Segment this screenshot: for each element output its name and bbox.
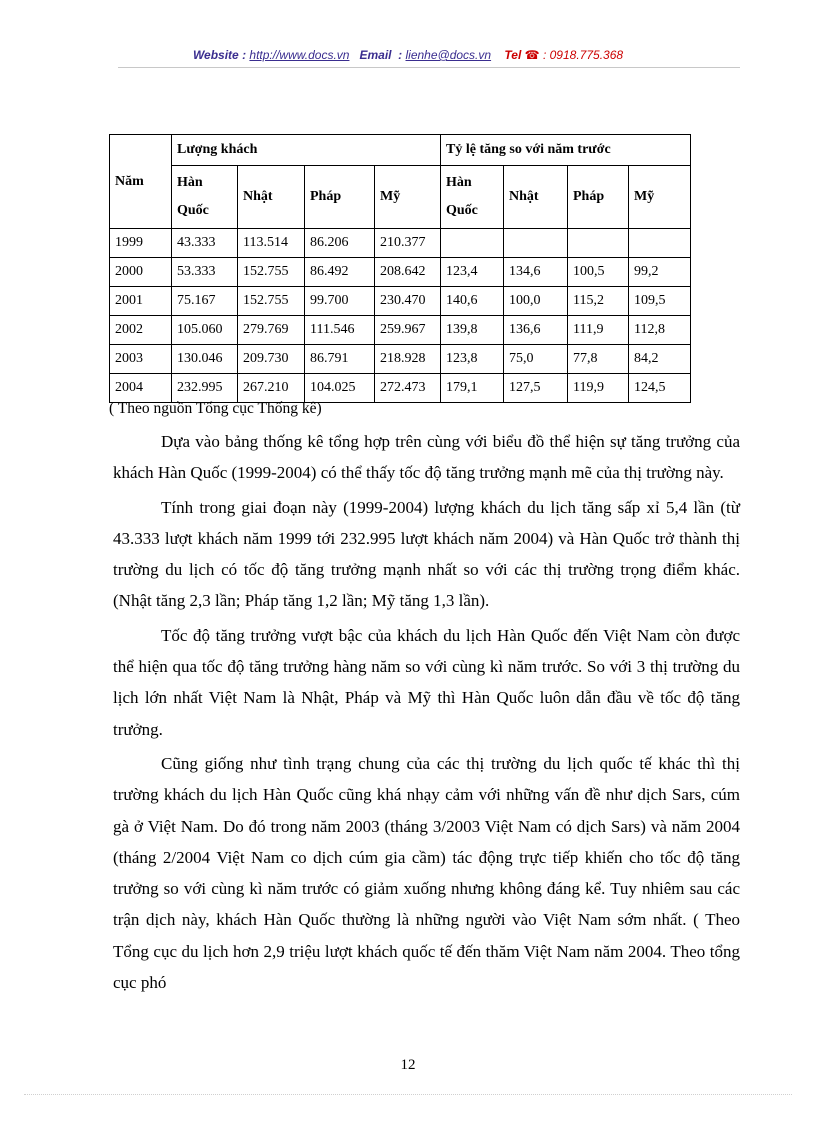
website-label: Website : xyxy=(192,48,247,62)
col-header-korea: Hàn Quốc xyxy=(172,166,238,229)
growth-cell xyxy=(629,229,691,258)
growth-cell: 123,4 xyxy=(441,258,504,287)
visitors-cell: 99.700 xyxy=(305,287,375,316)
visitors-cell: 272.473 xyxy=(375,374,441,403)
header-divider xyxy=(118,67,740,68)
table-row xyxy=(110,287,691,316)
visitors-cell: 43.333 xyxy=(172,229,238,258)
source-note: ( Theo nguồn Tổng cục Thống kê) xyxy=(109,400,322,417)
table-row xyxy=(110,374,691,403)
growth-cell: 179,1 xyxy=(441,374,504,403)
table-row xyxy=(110,316,691,345)
growth-cell: 123,8 xyxy=(441,345,504,374)
visitor-stats-table xyxy=(109,134,691,403)
growth-cell: 140,6 xyxy=(441,287,504,316)
visitors-cell: 232.995 xyxy=(172,374,238,403)
visitors-cell: 208.642 xyxy=(375,258,441,287)
visitors-cell: 75.167 xyxy=(172,287,238,316)
growth-cell: 136,6 xyxy=(504,316,568,345)
visitors-cell: 86.791 xyxy=(305,345,375,374)
growth-cell: 109,5 xyxy=(629,287,691,316)
growth-cell xyxy=(504,229,568,258)
footer-divider xyxy=(24,1094,792,1095)
email-label: Email xyxy=(359,48,392,62)
growth-group-header: Tỷ lệ tăng so với năm trước xyxy=(441,135,691,166)
year-cell: 2003 xyxy=(110,345,172,374)
growth-cell: 134,6 xyxy=(504,258,568,287)
col-header-korea-growth: Hàn Quốc xyxy=(441,166,504,229)
visitors-cell: 111.546 xyxy=(305,316,375,345)
visitors-cell: 130.046 xyxy=(172,345,238,374)
visitors-cell: 209.730 xyxy=(238,345,305,374)
visitors-cell: 210.377 xyxy=(375,229,441,258)
tel-label: Tel xyxy=(504,48,522,62)
col-header-usa-growth: Mỹ xyxy=(629,166,691,229)
col-header-usa: Mỹ xyxy=(375,166,441,229)
phone-icon: ☎ xyxy=(524,48,540,62)
growth-cell: 115,2 xyxy=(568,287,629,316)
table-row xyxy=(110,258,691,287)
growth-cell: 100,5 xyxy=(568,258,629,287)
year-cell: 2002 xyxy=(110,316,172,345)
visitors-cell: 113.514 xyxy=(238,229,305,258)
visitors-cell: 53.333 xyxy=(172,258,238,287)
paragraph: Dựa vào bảng thống kê tổng hợp trên cùng với biểu đồ thể hiện sự tăng trưởng của khách Hàn Quốc (1999-2004) có thể thấy tốc độ tăng trưởng mạnh mẽ của thị trường này. xyxy=(113,432,740,483)
col-header-japan-growth: Nhật xyxy=(504,166,568,229)
growth-cell: 112,8 xyxy=(629,316,691,345)
growth-cell xyxy=(441,229,504,258)
visitors-cell: 279.769 xyxy=(238,316,305,345)
visitors-cell: 104.025 xyxy=(305,374,375,403)
growth-cell: 111,9 xyxy=(568,316,629,345)
visitors-cell: 259.967 xyxy=(375,316,441,345)
email-link[interactable]: lienhe@docs.vn xyxy=(405,48,492,62)
growth-cell: 84,2 xyxy=(629,345,691,374)
table-row xyxy=(110,345,691,374)
year-cell: 1999 xyxy=(110,229,172,258)
page-header xyxy=(0,48,816,62)
page-number: 12 xyxy=(400,1057,416,1073)
growth-cell: 119,9 xyxy=(568,374,629,403)
visitors-cell: 230.470 xyxy=(375,287,441,316)
year-cell: 2004 xyxy=(110,374,172,403)
growth-cell: 127,5 xyxy=(504,374,568,403)
year-header: Năm xyxy=(110,135,172,229)
growth-cell xyxy=(568,229,629,258)
paragraph: Tốc độ tăng trưởng vượt bậc của khách du lịch Hàn Quốc đến Việt Nam còn được thể hiện qua tốc độ tăng trưởng hàng năm so với cùng kì năm trước. So với 3 thị trường du lịch lớn nhất Việt Nam là Nhật, Pháp và Mỹ thì Hàn Quốc luôn dẫn đầu về tốc độ tăng trưởng. xyxy=(113,625,740,739)
visitors-cell: 86.492 xyxy=(305,258,375,287)
website-link[interactable]: http://www.docs.vn xyxy=(249,48,350,62)
paragraph: Cũng giống như tình trạng chung của các thị trường du lịch quốc tế khác thì thị trường khách du lịch Hàn Quốc cũng khá nhạy cảm với những vấn đề như dịch Sars, cúm gà ở Việt Nam. Do đó trong năm 2003 (tháng 3/2003 Việt Nam có dịch Sars) và năm 2004 (tháng 2/2004 Việt Nam co dịch cúm gia cầm) tác động trực tiếp khiến cho tốc độ tăng trưởng so với cùng kì năm trước có giảm xuống nhưng không đáng kể. Tuy nhiêm sau các trận dịch này, khách Hàn Quốc thường là những người vào Việt Nam sớm nhất. ( Theo Tổng cục du lịch hơn 2,9 triệu lượt khách quốc tế đến thăm Việt Nam năm 2004. Theo tổng cục phó xyxy=(113,753,740,993)
growth-cell: 75,0 xyxy=(504,345,568,374)
email-colon: : xyxy=(398,48,403,62)
year-cell: 2000 xyxy=(110,258,172,287)
body-text xyxy=(113,426,740,1001)
visitors-cell: 152.755 xyxy=(238,287,305,316)
growth-cell: 100,0 xyxy=(504,287,568,316)
paragraph: Tính trong giai đoạn này (1999-2004) lượng khách du lịch tăng sấp xỉ 5,4 lần (từ 43.333 lượt khách năm 1999 tới 232.995 lượt khách năm 2004) và Hàn Quốc trở thành thị trường du lịch có tốc độ tăng trưởng mạnh nhất so với các thị trường trọng điểm khác. (Nhật tăng 2,3 lần; Pháp tăng 1,2 lần; Mỹ tăng 1,3 lần). xyxy=(113,497,740,611)
growth-cell: 99,2 xyxy=(629,258,691,287)
col-header-france: Pháp xyxy=(305,166,375,229)
col-header-japan: Nhật xyxy=(238,166,305,229)
growth-cell: 77,8 xyxy=(568,345,629,374)
growth-cell: 124,5 xyxy=(629,374,691,403)
table-row xyxy=(110,229,691,258)
visitors-group-header: Lượng khách xyxy=(172,135,441,166)
visitors-cell: 152.755 xyxy=(238,258,305,287)
growth-cell: 139,8 xyxy=(441,316,504,345)
col-header-france-growth: Pháp xyxy=(568,166,629,229)
visitors-cell: 267.210 xyxy=(238,374,305,403)
visitors-cell: 105.060 xyxy=(172,316,238,345)
year-cell: 2001 xyxy=(110,287,172,316)
visitors-cell: 218.928 xyxy=(375,345,441,374)
visitors-cell: 86.206 xyxy=(305,229,375,258)
tel-value: : 0918.775.368 xyxy=(542,48,624,62)
